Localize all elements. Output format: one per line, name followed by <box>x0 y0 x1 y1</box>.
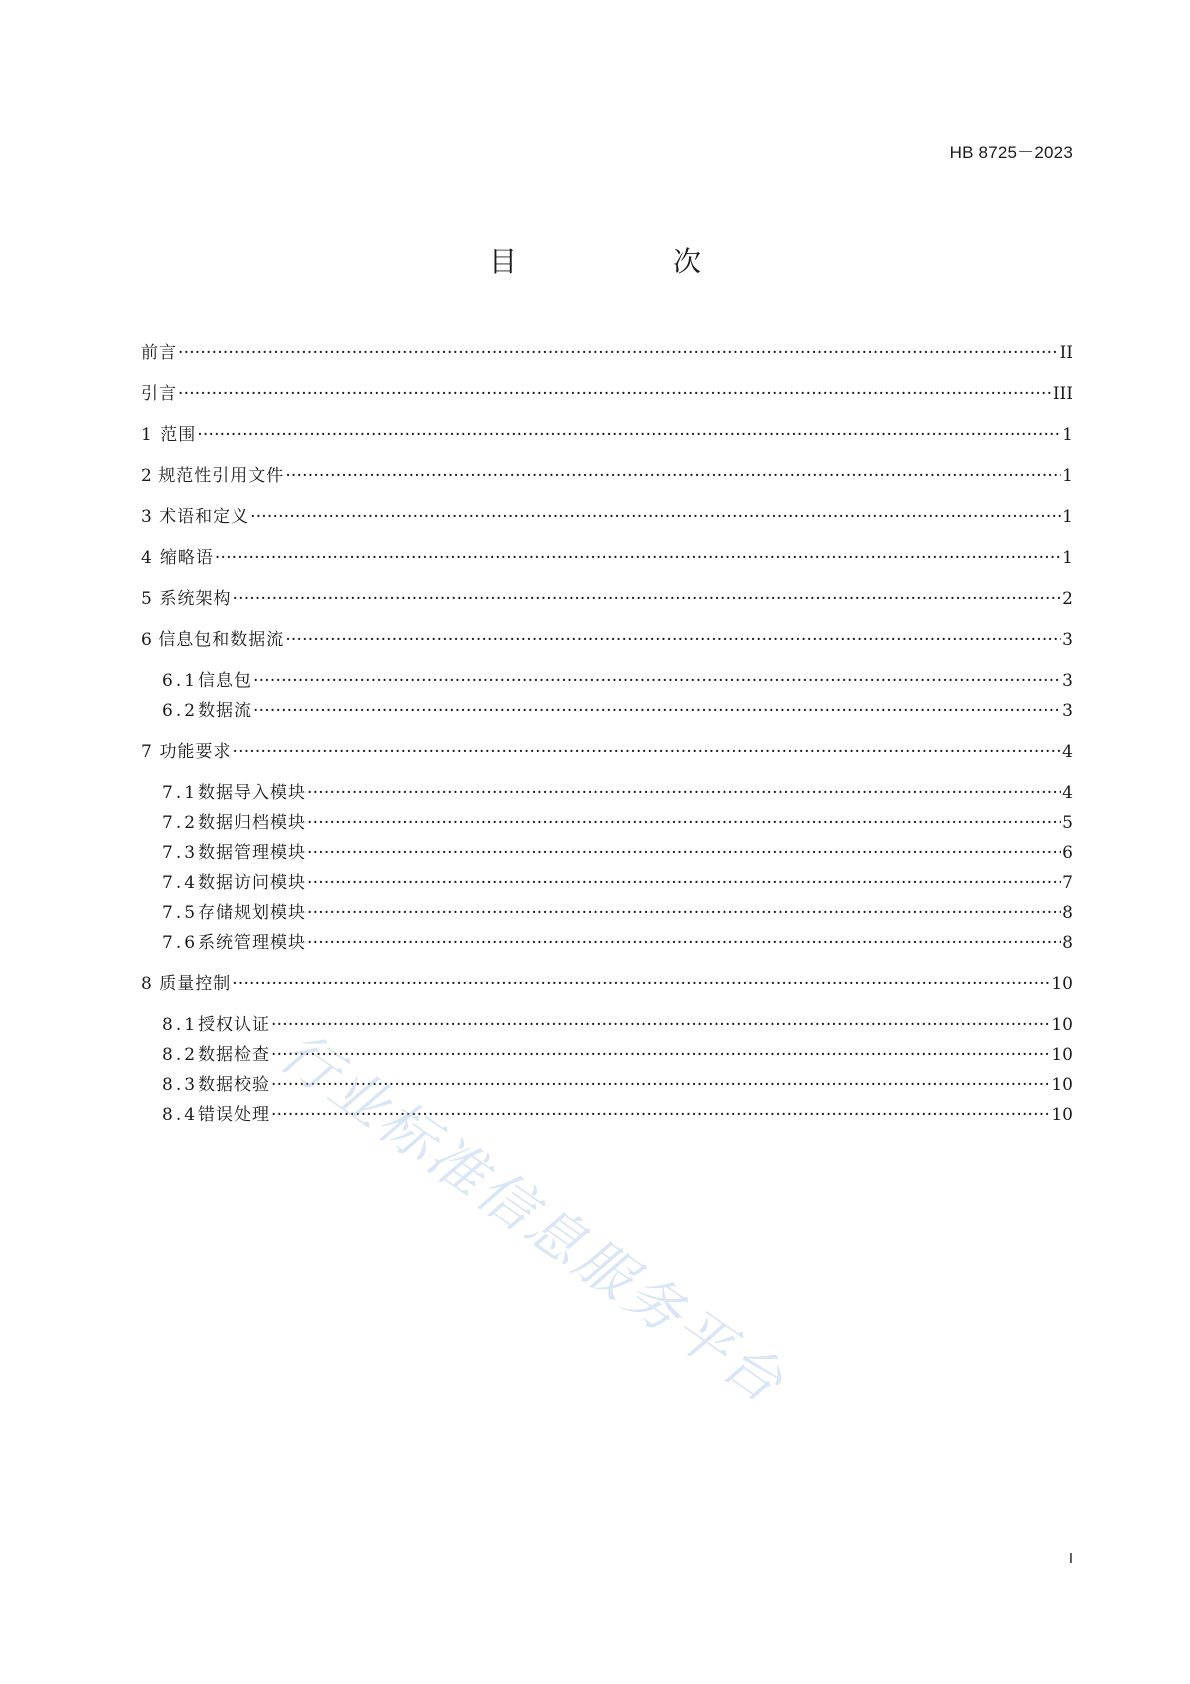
toc-entry-8-3[interactable] <box>162 1070 1073 1096</box>
toc-entry-page: 7 <box>1062 873 1073 893</box>
toc-entry-number: 6.1 <box>162 671 199 691</box>
toc-entry-7-5[interactable] <box>162 898 1073 924</box>
toc-entry-6[interactable] <box>141 625 1073 651</box>
toc-entry-label: 授权认证 <box>198 1015 271 1035</box>
toc-entry-6-1[interactable] <box>162 666 1073 692</box>
toc-leader-dots <box>285 630 1061 650</box>
toc-entry-label: 功能要求 <box>159 742 232 762</box>
toc-entry-number: 7.6 <box>162 933 199 953</box>
toc-leader-dots <box>271 1105 1050 1125</box>
toc-entry-number: 7.3 <box>162 843 199 863</box>
toc-entry-number: 6 <box>141 630 152 650</box>
toc-leader-dots <box>178 343 1059 363</box>
toc-entry-label: 数据校验 <box>198 1075 271 1095</box>
toc-entry-page: 1 <box>1062 507 1073 527</box>
toc-entry-introduction[interactable] <box>141 379 1073 405</box>
toc-entry-label: 存储规划模块 <box>198 903 307 923</box>
toc-entry-page: 1 <box>1062 466 1073 486</box>
toc-entry-number: 3 <box>141 507 152 527</box>
toc-entry-label: 数据访问模块 <box>198 873 307 893</box>
toc-entry-label: 数据检查 <box>198 1045 271 1065</box>
toc-entry-page: 4 <box>1062 783 1073 803</box>
toc-entry-label: 错误处理 <box>198 1105 271 1125</box>
toc-entry-label: 信息包和数据流 <box>158 630 285 650</box>
toc-entry-page: II <box>1059 343 1073 363</box>
toc-entry-label: 数据归档模块 <box>198 813 307 833</box>
toc-entry-number: 8.3 <box>162 1075 199 1095</box>
toc-leader-dots <box>250 507 1061 527</box>
toc-leader-dots <box>307 783 1061 803</box>
toc-entry-number: 8.2 <box>162 1045 199 1065</box>
toc-entry-number: 7.2 <box>162 813 199 833</box>
toc-entry-label: 系统管理模块 <box>198 933 307 953</box>
page-title: 目 次 <box>488 245 765 278</box>
toc-entry-8-1[interactable] <box>162 1010 1073 1036</box>
toc-leader-dots <box>271 1045 1050 1065</box>
page-number: I <box>1068 1550 1073 1567</box>
toc-entry-page: 10 <box>1051 1105 1073 1125</box>
toc-entry-label: 术语和定义 <box>159 507 250 527</box>
toc-entry-page: 10 <box>1051 1075 1073 1095</box>
toc-entry-page: 4 <box>1062 742 1073 762</box>
toc-entry-page: 10 <box>1051 1015 1073 1035</box>
toc-entry-number: 1 <box>141 425 152 445</box>
toc-leader-dots <box>232 742 1061 762</box>
toc-entry-number: 8.4 <box>162 1105 199 1125</box>
toc-entry-page: 6 <box>1062 843 1073 863</box>
toc-entry-label: 信息包 <box>198 671 253 691</box>
toc-leader-dots <box>271 1015 1050 1035</box>
toc-entry-5[interactable] <box>141 584 1073 610</box>
toc-leader-dots <box>253 701 1061 721</box>
standard-code: HB 8725－2023 <box>949 143 1073 162</box>
toc-entry-number: 7.5 <box>162 903 199 923</box>
toc-entry-label: 系统架构 <box>159 589 232 609</box>
toc-entry-2[interactable] <box>141 461 1073 487</box>
toc-entry-number: 7.1 <box>162 783 199 803</box>
toc-entry-7-6[interactable] <box>162 928 1073 954</box>
toc-leader-dots <box>307 933 1061 953</box>
toc-entry-number: 2 <box>141 466 152 486</box>
toc-leader-dots <box>215 548 1061 568</box>
toc-leader-dots <box>307 843 1061 863</box>
toc-entry-8[interactable] <box>141 969 1073 995</box>
toc-entry-number: 6.2 <box>162 701 199 721</box>
toc-entry-3[interactable] <box>141 502 1073 528</box>
toc-leader-dots <box>232 974 1050 994</box>
toc-entry-page: 8 <box>1062 933 1073 953</box>
toc-entry-page: 1 <box>1062 548 1073 568</box>
toc-leader-dots <box>307 813 1061 833</box>
toc-entry-page: 10 <box>1051 1045 1073 1065</box>
toc-leader-dots <box>253 671 1061 691</box>
toc-entry-page: 1 <box>1062 425 1073 445</box>
toc-entry-page: 3 <box>1062 671 1073 691</box>
toc-entry-7[interactable] <box>141 737 1073 763</box>
toc-entry-1[interactable] <box>141 420 1073 446</box>
toc-leader-dots <box>271 1075 1050 1095</box>
toc-entry-number: 7.4 <box>162 873 199 893</box>
toc-entry-page: III <box>1052 384 1073 404</box>
toc-entry-6-2[interactable] <box>162 696 1073 722</box>
toc-entry-page: 5 <box>1062 813 1073 833</box>
watermark: 行业标准信息服务平台 <box>267 1019 797 1418</box>
toc-leader-dots <box>285 466 1061 486</box>
toc-leader-dots <box>197 425 1061 445</box>
toc-entry-7-1[interactable] <box>162 778 1073 804</box>
toc-entry-label: 规范性引用文件 <box>158 466 285 486</box>
toc-entry-label: 前言 <box>141 343 177 363</box>
toc-entry-7-3[interactable] <box>162 838 1073 864</box>
toc-entry-label: 引言 <box>141 384 177 404</box>
toc-entry-label: 范围 <box>160 425 197 445</box>
toc-entry-8-2[interactable] <box>162 1040 1073 1066</box>
toc-entry-number: 4 <box>141 548 152 568</box>
toc-entry-label: 质量控制 <box>159 974 232 994</box>
toc-entry-7-2[interactable] <box>162 808 1073 834</box>
toc-entry-label: 数据流 <box>198 701 253 721</box>
toc-entry-page: 3 <box>1062 701 1073 721</box>
toc-entry-number: 7 <box>141 742 152 762</box>
toc-entry-number: 5 <box>141 589 152 609</box>
toc-entry-number: 8 <box>141 974 152 994</box>
toc-entry-foreword[interactable] <box>141 338 1073 364</box>
toc-entry-number: 8.1 <box>162 1015 199 1035</box>
toc-entry-page: 3 <box>1062 630 1073 650</box>
toc-entry-8-4[interactable] <box>162 1100 1073 1126</box>
toc-entry-page: 10 <box>1051 974 1073 994</box>
toc-entry-4[interactable] <box>141 543 1073 569</box>
toc-leader-dots <box>307 903 1061 923</box>
toc-leader-dots <box>178 384 1052 404</box>
toc-entry-label: 数据导入模块 <box>198 783 307 803</box>
toc-leader-dots <box>307 873 1061 893</box>
toc-leader-dots <box>232 589 1061 609</box>
toc-entry-page: 2 <box>1062 589 1073 609</box>
toc-entry-label: 缩略语 <box>159 548 214 568</box>
toc-entry-7-4[interactable] <box>162 868 1073 894</box>
toc-entry-page: 8 <box>1062 903 1073 923</box>
toc-entry-label: 数据管理模块 <box>198 843 307 863</box>
